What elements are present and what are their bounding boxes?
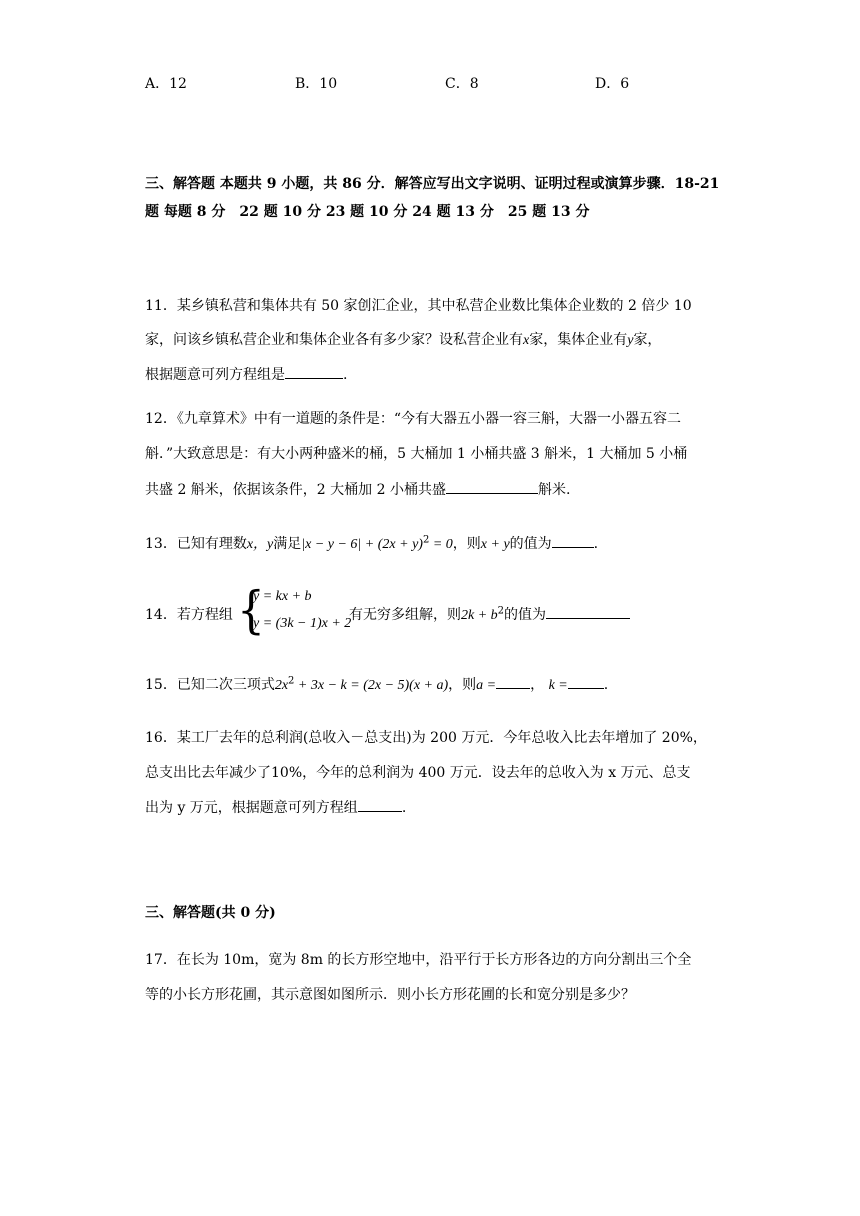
q16-text: 出为 y 万元，根据题意可列方程组 bbox=[145, 800, 358, 816]
q15-expr-a: 2x bbox=[274, 678, 289, 693]
q13-end: . bbox=[593, 536, 599, 552]
q12-line-1: 12．《九章算术》中有一道题的条件是：“今有大器五小器一容三斛，大器一小器五容二 bbox=[145, 411, 681, 427]
option-d: D．6 bbox=[595, 76, 630, 92]
q13-line bbox=[145, 533, 598, 555]
q15-prefix: 15．已知二次三项式 bbox=[145, 677, 275, 693]
q16-line-2: 总支出比去年减少了10%，今年的总利润为 400 万元．设去年的总收入为 x 万元、总支 bbox=[145, 765, 691, 781]
q11-var-x: x bbox=[523, 333, 530, 348]
q16-answer-blank[interactable] bbox=[358, 797, 402, 812]
q15-end: . bbox=[603, 677, 609, 693]
q11-text-end: . bbox=[343, 367, 348, 383]
q13-square-term: + (2x + y) bbox=[361, 537, 423, 552]
q11-text-a: 家，问该乡镇私营企业和集体企业各有多少家？设私营企业有 bbox=[145, 332, 523, 348]
q14-target: 2k + b bbox=[461, 608, 498, 623]
q13-vars: x，y bbox=[246, 537, 274, 552]
option-a: A．12 bbox=[145, 76, 187, 92]
q16-line-1: 16．某工厂去年的总利润(总收入－总支出)为 200 万元．今年总收入比去年增加了 20%， bbox=[145, 730, 707, 746]
q11-var-y: y bbox=[627, 333, 634, 348]
q11-text-d: 根据题意可列方程组是 bbox=[145, 367, 285, 383]
q15-a-eq: a = bbox=[476, 678, 497, 693]
q12-text-end: 斛米. bbox=[537, 482, 571, 498]
q17-line-1: 17．在长为 10m，宽为 8m 的长方形空地中，沿平行于长方形各边的方向分割出三个全 bbox=[145, 952, 692, 968]
q13-exponent: 2 bbox=[422, 534, 430, 546]
q11-text-c: 家， bbox=[633, 332, 662, 348]
q14-prefix: 14．若方程组 bbox=[145, 607, 233, 623]
q11-line-2 bbox=[145, 330, 661, 351]
q16-line-3 bbox=[145, 797, 406, 818]
q14-equation-1: y = kx + b bbox=[253, 589, 312, 604]
q14-equation-2: y = (3k − 1)x + 2 bbox=[253, 616, 352, 631]
q15-sep2: ， bbox=[530, 677, 545, 693]
section-header-line-1: 三、解答题 本题共 9 小题，共 86 分．解答应写出文字说明、证明过程或演算步骤．18-21 bbox=[145, 176, 720, 192]
q13-answer-blank[interactable] bbox=[552, 533, 594, 548]
option-b: B．10 bbox=[295, 76, 338, 92]
answer-options bbox=[145, 73, 745, 93]
option-c: C．8 bbox=[445, 76, 479, 92]
q15-sep: ，则 bbox=[448, 677, 477, 693]
q15-k-blank[interactable] bbox=[568, 674, 604, 689]
q11-line-1: 11．某乡镇私营和集体共有 50 家创汇企业，其中私营企业数比集体企业数的 2 倍少 10 bbox=[145, 298, 692, 314]
q13-tail: 的值为 bbox=[509, 536, 552, 552]
q15-a-blank[interactable] bbox=[496, 674, 530, 689]
q15-k-eq: k = bbox=[548, 678, 568, 693]
q12-line-3 bbox=[145, 479, 570, 500]
q14-answer-blank[interactable] bbox=[546, 604, 630, 619]
q15-line bbox=[145, 674, 608, 696]
q14-tail-text: 有无穷多组解，则 bbox=[349, 607, 461, 623]
q12-line-2: 斛．”大致意思是：有大小两种盛米的桶，5 大桶加 1 小桶共盛 3 斛米，1 大桶加 5 小桶 bbox=[145, 446, 688, 462]
q13-sep: ，则 bbox=[452, 536, 481, 552]
q14-target-exponent: 2 bbox=[497, 605, 505, 617]
q12-answer-blank[interactable] bbox=[446, 479, 538, 494]
q13-abs-term: |x − y − 6| bbox=[301, 537, 362, 552]
q13-mid: 满足 bbox=[273, 536, 302, 552]
q14-brace: { bbox=[237, 581, 265, 640]
q16-end: . bbox=[401, 800, 407, 816]
section-header-line-2: 题 每题 8 分 22 题 10 分 23 题 10 分 24 题 13 分 25 题 13 分 bbox=[145, 204, 590, 220]
q14-tail bbox=[349, 604, 630, 624]
q13-target: x + y bbox=[480, 537, 510, 552]
q13-equals: = 0 bbox=[429, 537, 453, 552]
section-b-title: 三、解答题(共 0 分) bbox=[145, 905, 276, 921]
q11-answer-blank[interactable] bbox=[285, 364, 343, 379]
q14-tail-text-2: 的值为 bbox=[504, 607, 547, 623]
q11-line-3 bbox=[145, 364, 347, 385]
q12-text: 共盛 2 斛米，依据该条件，2 大桶加 2 小桶共盛 bbox=[145, 482, 446, 498]
q15-expr-b: + 3x − k = (2x − 5)(x + a) bbox=[294, 678, 449, 693]
q13-prefix: 13．已知有理数 bbox=[145, 536, 247, 552]
q15-exponent: 2 bbox=[288, 675, 295, 687]
q17-line-2: 等的小长方形花圃，其示意图如图所示．则小长方形花圃的长和宽分别是多少？ bbox=[145, 987, 635, 1003]
q11-text-b: 家，集体企业有 bbox=[529, 332, 628, 348]
